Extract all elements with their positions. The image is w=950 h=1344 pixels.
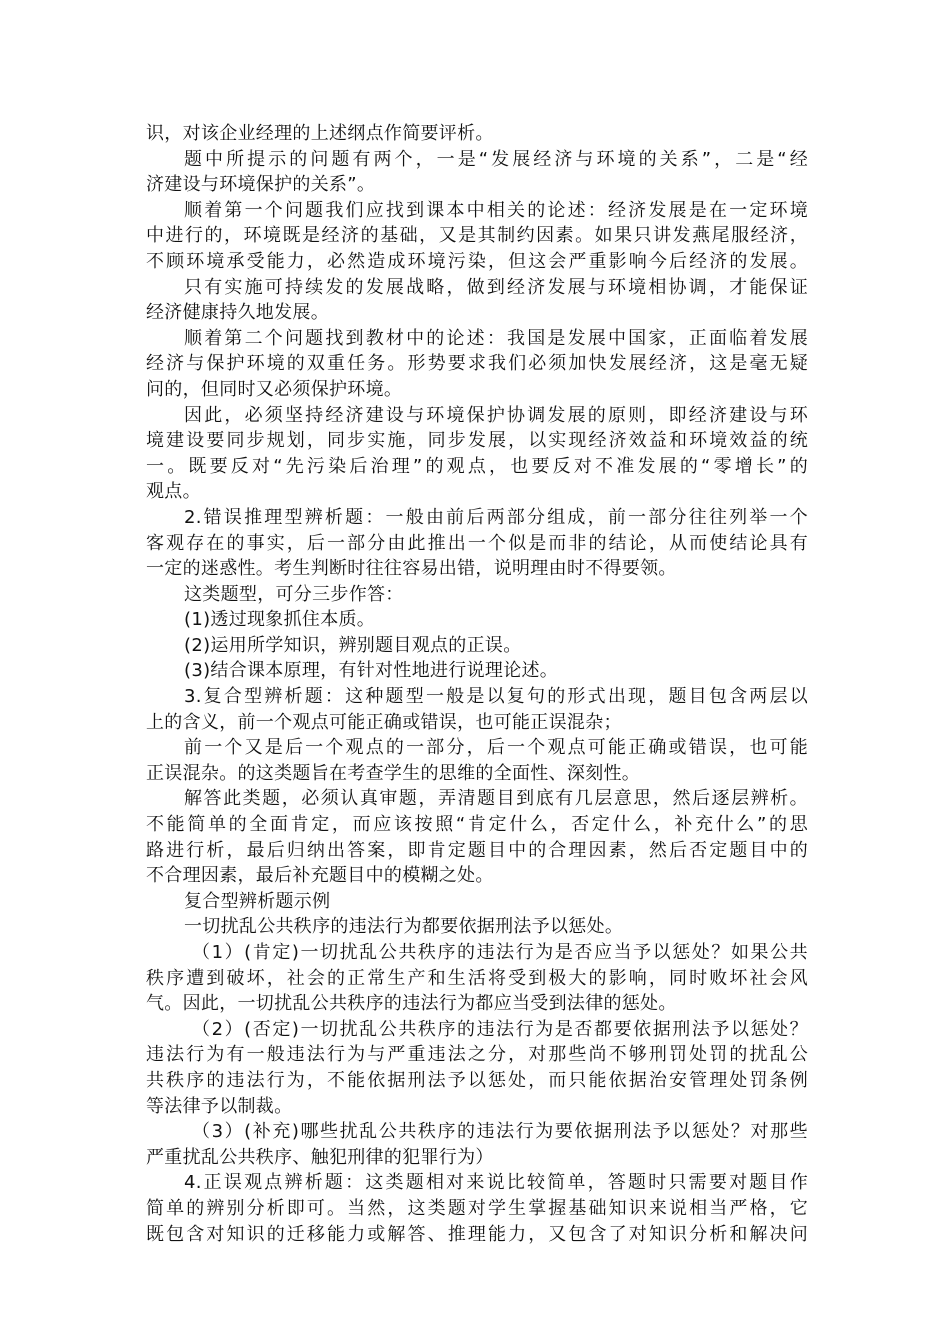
text-line: 因此，必须坚持经济建设与环境保护协调发展的原则，即经济建设与环: [184, 404, 808, 426]
text-line: 境建设要同步规划，同步实施，同步发展，以实现经济效益和环境效益的统: [146, 430, 808, 452]
text-line: 观点。: [146, 481, 201, 503]
document-body: [146, 121, 808, 1247]
text-line: 解答此类题，必须认真审题，弄清题目到底有几层意思，然后逐层辨析。: [184, 788, 808, 810]
text-line: 经济与保护环境的双重任务。形势要求我们必须加快发展经济，这是毫无疑: [146, 353, 808, 375]
text-line: 秩序遭到破坏，社会的正常生产和生活将受到极大的影响，同时败坏社会风: [146, 967, 808, 989]
text-line: (2)运用所学知识，辨别题目观点的正误。: [184, 634, 522, 656]
text-line: 简单的辨别分析即可。当然，这类题对学生掌握基础知识来说相当严格，它: [146, 1197, 808, 1219]
text-line: 共秩序的违法行为，不能依据刑法予以惩处，而只能依据治安管理处罚条例: [146, 1069, 808, 1091]
text-line: （3）(补充)哪些扰乱公共秩序的违法行为要依据刑法予以惩处？对那些: [192, 1121, 808, 1143]
text-line: 3.复合型辨析题：这种题型一般是以复句的形式出现，题目包含两层以: [184, 686, 808, 708]
text-line: 题中所提示的问题有两个，一是“发展经济与环境的关系”，二是“经: [184, 148, 808, 170]
text-line: 一。既要反对“先污染后治理”的观点，也要反对不准发展的“零增长”的: [146, 455, 808, 477]
text-line: 不合理因素，最后补充题目中的模糊之处。: [146, 865, 494, 887]
text-line: 一切扰乱公共秩序的违法行为都要依据刑法予以惩处。: [184, 916, 624, 938]
text-line: 济建设与环境保护的关系”。: [146, 174, 376, 196]
text-line: 既包含对知识的迁移能力或解答、推理能力，又包含了对知识分析和解决问: [146, 1223, 808, 1245]
text-line: 顺着第一个问题我们应找到课本中相关的论述：经济发展是在一定环境: [184, 199, 808, 221]
text-line: 只有实施可持续发的发展战略，做到经济发展与环境相协调，才能保证: [184, 276, 808, 298]
text-line: 顺着第二个问题找到教材中的论述：我国是发展中国家，正面临着发展: [184, 327, 808, 349]
text-line: 一定的迷惑性。考生判断时往往容易出错，说明理由时不得要领。: [146, 558, 677, 580]
text-line: 不顾环境承受能力，必然造成环境污染，但这会严重影响今后经济的发展。: [146, 250, 808, 272]
text-line: 经济健康持久地发展。: [146, 302, 329, 324]
text-line: 客观存在的事实，后一部分由此推出一个似是而非的结论，从而使结论具有: [146, 532, 808, 554]
text-line: 问的，但同时又必须保护环境。: [146, 378, 403, 400]
text-line: 识，对该企业经理的上述纲点作简要评析。: [146, 123, 494, 144]
text-line: 中进行的，环境既是经济的基础，又是其制约因素。如果只讲发燕尾服经济，: [146, 225, 808, 247]
text-line: 上的含义，前一个观点可能正确或错误，也可能正误混杂；: [146, 711, 622, 733]
text-line: 违法行为有一般违法行为与严重违法之分，对那些尚不够刑罚处罚的扰乱公: [146, 1044, 808, 1066]
text-line: (3)结合课本原理，有针对性地进行说理论述。: [184, 660, 559, 682]
text-line: 2.错误推理型辨析题：一般由前后两部分组成，前一部分往往列举一个: [184, 506, 808, 528]
text-line: 路进行析，最后归纳出答案，即肯定题目中的合理因素，然后否定题目中的: [146, 839, 808, 861]
text-line: （1）(肯定)一切扰乱公共秩序的违法行为是否应当予以惩处？如果公共: [192, 942, 808, 963]
text-line: 不能简单的全面肯定，而应该按照“肯定什么，否定什么，补充什么”的思: [146, 814, 808, 836]
text-line: 4.正误观点辨析题：这类题相对来说比较简单，答题时只需要对题目作: [184, 1172, 808, 1194]
text-line: （2）(否定)一切扰乱公共秩序的违法行为是否都要依据刑法予以惩处？: [192, 1018, 808, 1040]
text-line: 复合型辨析题示例: [184, 890, 331, 912]
text-line: 严重扰乱公共秩序、触犯刑律的犯罪行为）: [146, 1146, 494, 1168]
text-line: 正误混杂。的这类题旨在考查学生的思维的全面性、深刻性。: [146, 762, 641, 784]
text-line: 前一个又是后一个观点的一部分，后一个观点可能正确或错误，也可能: [184, 737, 808, 759]
text-line: 等法律予以制裁。: [146, 1095, 293, 1117]
text-line: 这类题型，可分三步作答：: [184, 583, 404, 605]
text-line: 气。因此，一切扰乱公共秩序的违法行为都应当受到法律的惩处。: [146, 993, 677, 1015]
text-line: (1)透过现象抓住本质。: [184, 609, 376, 631]
